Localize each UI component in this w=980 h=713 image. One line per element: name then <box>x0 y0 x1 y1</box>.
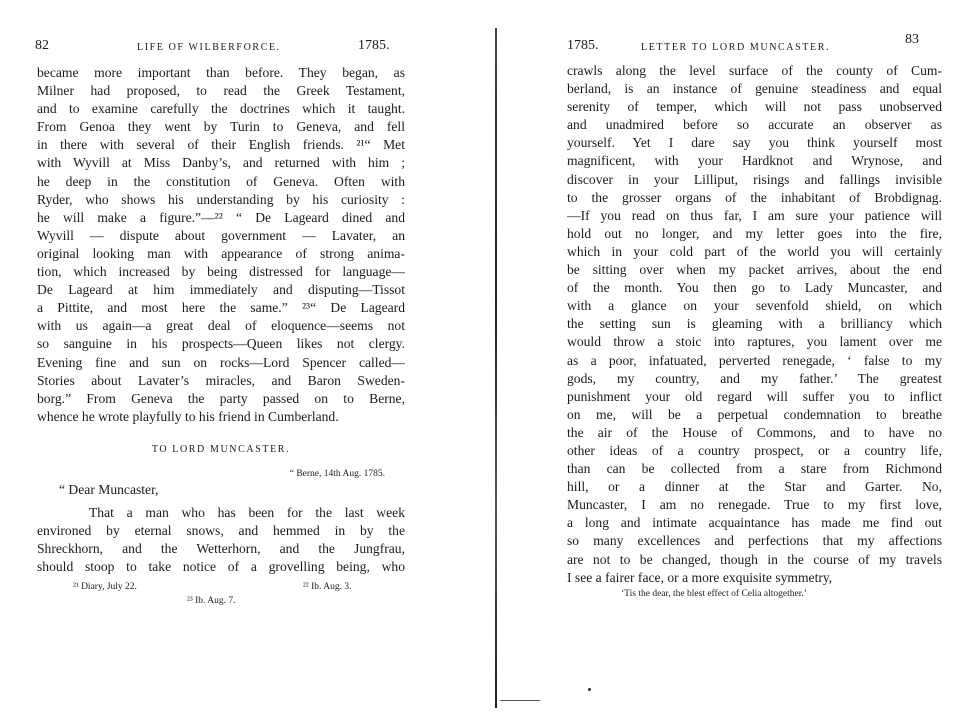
left-page-number: 82 <box>35 38 49 53</box>
text-line: be sitting over when my packet arrives, about the end <box>567 262 942 278</box>
text-line: with Wyvill at Miss Danby’s, and returned with him ; <box>37 155 405 171</box>
text-line: whence he wrote playfully to his friend in Cumberland. <box>37 408 339 424</box>
footnote-23: ²³ Ib. Aug. 7. <box>187 596 236 606</box>
page-speck <box>588 688 591 691</box>
right-running-head <box>567 32 942 54</box>
text-line: Stories about Lavater’s miracles, and Baron Sweden- <box>37 372 405 388</box>
letter-line: That a man who has been for the last week <box>89 505 405 520</box>
verse-line: ‘Tis the dear, the blest effect of Celia altogether.’ <box>621 589 807 599</box>
text-line: the air of the House of Commons, and to have no <box>567 424 942 440</box>
text-line: he deep in the constitution of Geneva. Often with <box>37 173 405 189</box>
text-line: of the month. You then go to Lady Muncaster, and <box>567 280 942 296</box>
text-line: a Pittite, and most here the same.” ²³“ De Lageard <box>37 300 405 316</box>
text-line: original looking man with appearance of strong anima- <box>37 245 405 261</box>
text-line: as a poor, infatuated, perverted renegade, ‘ false to my <box>567 352 942 368</box>
text-line: berland, is an instance of genuine steadiness and equal <box>567 81 942 97</box>
text-line: and to examine carefully the doctrines which it taught. <box>37 101 405 117</box>
text-line: Ryder, who shows his understanding by his curiosity : <box>37 191 405 207</box>
right-running-title: LETTER TO LORD MUNCASTER. <box>641 42 831 53</box>
right-body-text <box>567 62 942 587</box>
text-line: on me, will be a perpetual condemnation to breathe <box>567 406 942 422</box>
right-page-number: 83 <box>905 32 919 47</box>
left-running-year: 1785. <box>358 38 390 53</box>
text-line: with us again—a great deal of eloquence—seems not <box>37 318 405 334</box>
letter-line: Shreckhorn, and the Wetterhorn, and the Jungfrau, <box>37 541 405 557</box>
text-line: I see a fairer face, or a more exquisite symmetry, <box>567 569 833 585</box>
left-running-head <box>37 38 405 54</box>
text-line: magnificent, with your Hardknot and Wrynose, and <box>567 153 942 169</box>
text-line: would throw a stoic into raptures, you lament over me <box>567 334 942 350</box>
letter-heading: TO LORD MUNCASTER. <box>151 444 291 455</box>
text-line: other ideas of a country prospect, or a country life, <box>567 442 942 458</box>
text-line: the setting sun is gleaming with a brilliancy which <box>567 316 942 332</box>
text-line: so many excellences and perfections that my affections <box>567 533 942 549</box>
letter-line: should stoop to take notice of a grovelling being, who <box>37 559 405 575</box>
text-line: discover in your Lilliput, risings and fallings invisible <box>567 171 942 187</box>
text-line: so sanguine in his prospects—Queen likes not clergy. <box>37 336 405 352</box>
left-running-title: LIFE OF WILBERFORCE. <box>137 42 281 53</box>
text-line: Muncaster, I am no renegade. True to my first love, <box>567 497 942 513</box>
text-line: yourself. Yet I dare say you think yourself most <box>567 135 942 151</box>
text-line: From Genoa they went by Turin to Geneva, and fell <box>37 119 405 135</box>
text-line: to the grosser organs of the inhabitant of Brobdignag. <box>567 189 942 205</box>
text-line: gods, my country, and my father.’ The greatest <box>567 370 942 386</box>
text-line: hill, or a dinner at the Star and Garter. No, <box>567 479 942 495</box>
text-line: —If you read on thus far, I am sure your patience will <box>567 207 942 223</box>
left-body-text <box>37 64 405 426</box>
footnote-21: ²¹ Diary, July 22. <box>73 582 137 592</box>
text-line: serenity of temper, which will not pass unobserved <box>567 99 942 115</box>
text-line: than can be collected from a stare from Richmond <box>567 461 942 477</box>
text-line: tion, which increased by being distressed for language— <box>37 264 405 280</box>
text-line: Milner had proposed, to read the Greek Testament, <box>37 83 405 99</box>
text-line: De Lageard at him immediately and disputing—Tissot <box>37 282 405 298</box>
letter-line: environed by eternal snows, and hemmed in by the <box>37 523 405 539</box>
text-line: with a glance on your sevenfold shield, on which <box>567 298 942 314</box>
letter-body <box>37 504 405 576</box>
text-line: hold out no longer, and my letter goes into the fire, <box>567 225 942 241</box>
text-line: borg.” From Geneva the party passed on to Berne, <box>37 390 405 406</box>
text-line: a long and intimate acquaintance has made me find out <box>567 515 942 531</box>
text-line: Evening fine and sun on rocks—Lord Spencer called— <box>37 354 405 370</box>
text-line: became more important than before. They began, as <box>37 65 405 80</box>
gutter-mark <box>500 700 540 701</box>
text-line: Wyvill — dispute about government — Lavater, an <box>37 227 405 243</box>
text-line: punishment your old regard will suffer you to inflict <box>567 388 942 404</box>
letter-dateline: “ Berne, 14th Aug. 1785. <box>289 469 385 479</box>
text-line: which in your cold part of the world you will certainly <box>567 243 942 259</box>
page-gutter <box>495 28 497 708</box>
footnote-22: ²² Ib. Aug. 3. <box>303 582 352 592</box>
text-line: he will make a figure.”—²² “ De Lageard dined and <box>37 209 405 225</box>
letter-salutation: “ Dear Muncaster, <box>59 482 159 497</box>
text-line: are not to be changed, though in the course of my travels <box>567 551 942 567</box>
text-line: in there with several of their English friends. ²¹“ Met <box>37 137 405 153</box>
right-running-year: 1785. <box>567 38 599 53</box>
text-line: crawls along the level surface of the county of Cum- <box>567 63 942 78</box>
text-line: and unadmired before so accurate an observer as <box>567 117 942 133</box>
